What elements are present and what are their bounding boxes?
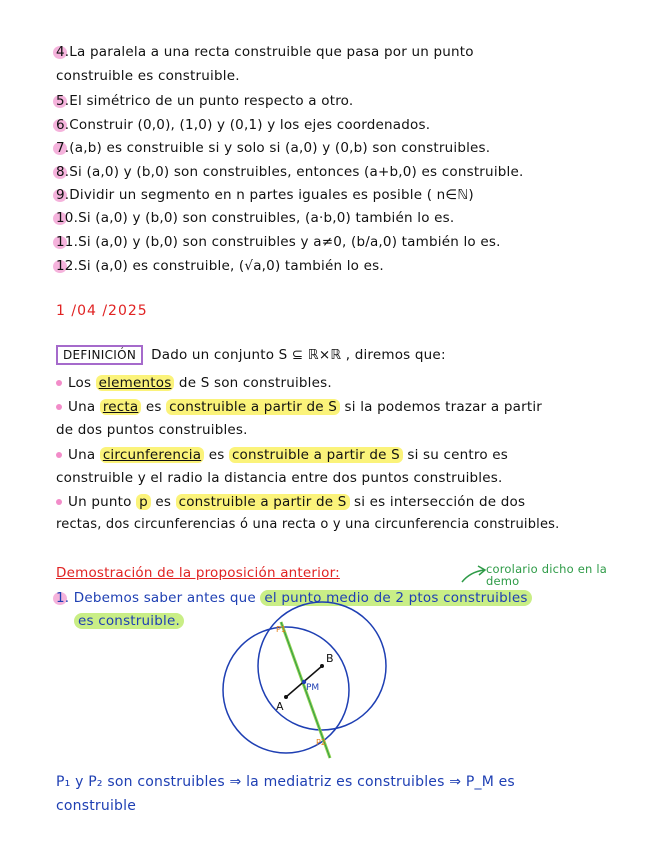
arrow-icon xyxy=(462,570,484,582)
highlight: es construible. xyxy=(74,613,184,629)
item-number: 7. xyxy=(56,140,70,156)
item-number: 10. xyxy=(56,210,79,226)
item-text: (a,b) es construible si y solo si (a,0) y (0,b) son construibles. xyxy=(69,140,491,156)
item-text: El simétrico de un punto respecto a otro. xyxy=(69,93,354,109)
bullet-text: es xyxy=(204,447,229,463)
item-number: 12. xyxy=(56,258,79,274)
point-a xyxy=(284,695,288,699)
item-text: Si (a,0) y (b,0) son construibles y a≠0, (b/a,0) también lo es. xyxy=(78,234,501,250)
item-text: La paralela a una recta construible que pasa por un punto xyxy=(69,44,474,60)
bullet-text: es xyxy=(150,494,176,510)
conclusion-line: construible xyxy=(56,798,137,814)
highlight: elementos xyxy=(96,375,175,391)
item-number: 6. xyxy=(56,117,70,133)
label-a: A xyxy=(276,700,284,713)
bullet-text: es xyxy=(141,399,167,415)
highlight: construible a partir de S xyxy=(229,447,403,463)
point-b xyxy=(320,664,324,668)
item-number: 5. xyxy=(56,93,70,109)
definition-continuation: construible y el radio la distancia entre dos puntos construibles. xyxy=(56,470,503,486)
item-number: 9. xyxy=(56,187,70,203)
bullet-text: Los xyxy=(68,375,96,391)
definition-box: DEFINICIÓN xyxy=(56,345,143,365)
highlight: recta xyxy=(100,399,142,415)
highlight: construible a partir de S xyxy=(176,494,350,510)
highlight: el punto medio de 2 ptos construibles xyxy=(260,590,531,606)
bullet-text: Un punto xyxy=(68,494,137,510)
label-b: B xyxy=(326,652,334,665)
conclusion-line: P₁ y P₂ son construibles ⇒ la mediatriz es construibles ⇒ P_M es xyxy=(56,774,515,790)
bullet-text: Una xyxy=(68,399,100,415)
bullet-text: Una xyxy=(68,447,100,463)
item-text: Dividir un segmento en n partes iguales es posible ( n∈ℕ) xyxy=(69,187,474,203)
definition-continuation: de dos puntos construibles. xyxy=(56,422,248,438)
label-p1: P1 xyxy=(276,625,286,634)
bullet-text: si la podemos trazar a partir xyxy=(340,399,543,415)
item-text: Si (a,0) es construible, (√a,0) también lo es. xyxy=(78,258,384,274)
step-number: 1. xyxy=(56,590,70,606)
definition-continuation: rectas, dos circunferencias ó una recta o y una circunferencia construibles. xyxy=(56,517,560,532)
item-text: Si (a,0) y (b,0) son construibles, (a·b,0) también lo es. xyxy=(78,210,455,226)
label-p2: P2 xyxy=(316,738,326,747)
highlight: construible a partir de S xyxy=(166,399,340,415)
highlight: circunferencia xyxy=(100,447,204,463)
item-number: 8. xyxy=(56,164,70,180)
bullet-text: si es intersección de dos xyxy=(349,494,526,510)
definition-intro: Dado un conjunto S ⊆ ℝ×ℝ , diremos que: xyxy=(151,347,446,363)
step-text: Debemos saber antes que xyxy=(73,590,261,606)
label-pm: PM xyxy=(306,683,320,693)
corollary-note: corolario dicho en la demo xyxy=(486,562,607,588)
item-text: Si (a,0) y (b,0) son construibles, entonces (a+b,0) es construible. xyxy=(69,164,524,180)
bullet-text: de S son construibles. xyxy=(174,375,332,391)
circle-a xyxy=(223,627,349,753)
date-heading: 1 /04 /2025 xyxy=(56,303,148,319)
item-number: 11. xyxy=(56,234,79,250)
item-text: construible es construible. xyxy=(56,68,240,84)
item-number: 4. xyxy=(56,44,70,60)
demo-title: Demostración de la proposición anterior: xyxy=(56,565,340,581)
bullet-text: si su centro es xyxy=(402,447,509,463)
highlight: p xyxy=(136,494,151,510)
item-text: Construir (0,0), (1,0) y (0,1) y los ejes coordenados. xyxy=(69,117,431,133)
